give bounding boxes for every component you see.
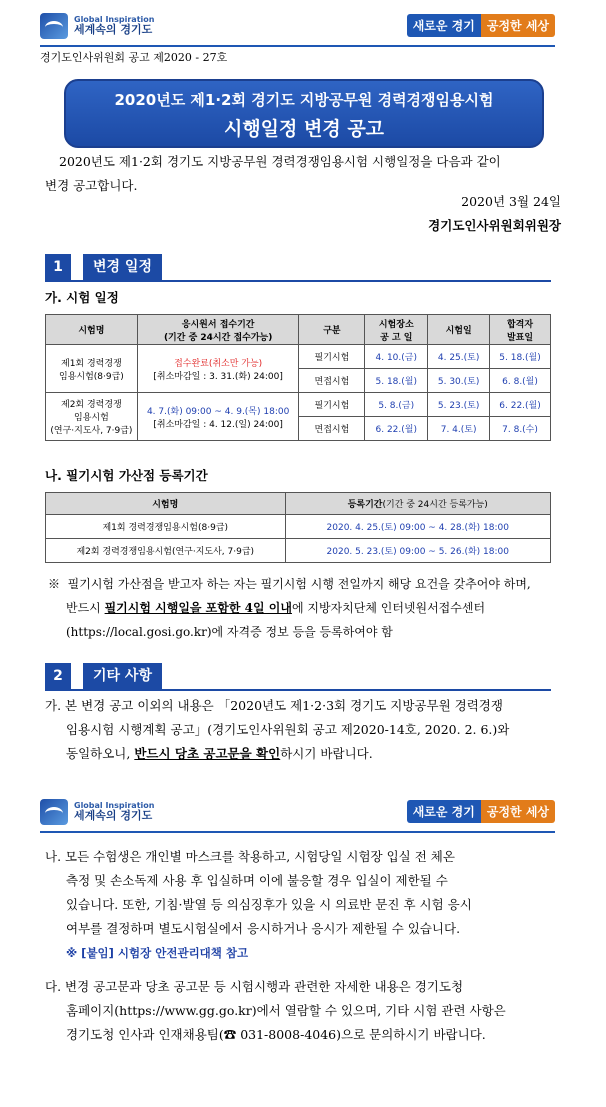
logo-english: Global Inspiration bbox=[74, 15, 155, 25]
section1-title: 변경 일정 bbox=[83, 254, 162, 280]
bonus-exam1-name: 제1회 경력경쟁임용시험(8·9급) bbox=[46, 515, 286, 539]
th-registration-period: 등록기간(기간 중 24시간 등록가능) bbox=[285, 493, 550, 515]
exam1-written-date: 4. 25.(토) bbox=[428, 345, 490, 369]
ga-line2: 임용시험 시행계획 공고」(경기도인사위원회 공고 제2020-14호, 2020. 2. 6.)와 bbox=[66, 722, 510, 737]
exam2-written-notice: 5. 8.(금) bbox=[365, 393, 428, 417]
ga-line3: 동일하오니, 반드시 당초 공고문을 확인하시기 바랍니다. bbox=[66, 746, 373, 761]
note-line3: (https://local.gosi.go.kr)에 자격증 정보 등을 등록하여야 함 bbox=[66, 625, 393, 639]
title-line1: 2020년도 제1·2회 경기도 지방공무원 경력경쟁임용시험 bbox=[114, 91, 494, 109]
table-header-row bbox=[46, 315, 551, 345]
table-header-row bbox=[46, 493, 551, 515]
logo-korean: 세계속의 경기도 bbox=[74, 809, 153, 823]
exam2-interview-notice: 6. 22.(월) bbox=[365, 417, 428, 441]
slogan-new: 새로운 경기 bbox=[407, 14, 481, 37]
header-divider bbox=[40, 45, 555, 47]
th-exam-name: 시험명 bbox=[46, 493, 286, 515]
intro-line2: 변경 공고합니다. bbox=[45, 178, 138, 193]
slogan-new: 새로운 경기 bbox=[407, 800, 481, 823]
table-row bbox=[46, 345, 551, 369]
bonus-exam2-period: 2020. 5. 23.(토) 09:00 ~ 5. 26.(화) 18:00 bbox=[285, 539, 550, 563]
th-application-period: 응시원서 접수기간 (기간 중 24시간 접수가능) bbox=[137, 315, 299, 345]
subheading-bonus-registration: 나. 필기시험 가산점 등록기간 bbox=[45, 468, 208, 483]
section2-line bbox=[45, 689, 551, 691]
th-type: 구분 bbox=[299, 315, 365, 345]
note-line2: 반드시 필기시험 시행일을 포함한 4일 이내에 지방자치단체 인터넷원서접수센터 bbox=[66, 601, 486, 615]
exam1-interview-result: 6. 8.(월) bbox=[490, 369, 551, 393]
title-line2: 시행일정 변경 공고 bbox=[223, 118, 385, 140]
th-venue-notice: 시험장소 공 고 일 bbox=[365, 315, 428, 345]
table-row bbox=[46, 515, 551, 539]
da-line3: 경기도청 인사과 인재채용팀(☎ 031-8008-4046)으로 문의하시기 바랍니다. bbox=[66, 1027, 486, 1042]
item-na bbox=[45, 845, 560, 965]
da-line1: 다. 변경 공고문과 당초 공고문 등 시험시행과 관련한 자세한 내용은 경기도청 bbox=[45, 979, 464, 994]
slogan bbox=[407, 800, 555, 823]
exam1-interview-date: 5. 30.(토) bbox=[428, 369, 490, 393]
exam1-written-notice: 4. 10.(금) bbox=[365, 345, 428, 369]
slogan-fair: 공정한 세상 bbox=[481, 14, 555, 37]
intro-line1: 2020년도 제1·2회 경기도 지방공무원 경력경쟁임용시험 시행일정을 다음과 같이 bbox=[59, 154, 501, 169]
exam2-name: 제2회 경력경쟁 임용시험 (연구·지도사, 7·9급) bbox=[46, 393, 138, 441]
na-line4: 여부를 결정하며 별도시험실에서 응시하거나 응시가 제한될 수 있습니다. bbox=[66, 921, 461, 936]
exam1-period: 접수완료(취소만 가능) [취소마감일 : 3. 31.(화) 24:00] bbox=[137, 345, 299, 393]
na-line3: 있습니다. 또한, 기침·발열 등 의심징후가 있을 시 의료반 문진 후 시험 응시 bbox=[66, 897, 472, 912]
bonus-registration-table bbox=[45, 492, 551, 563]
gyeonggi-logo-icon bbox=[40, 799, 68, 825]
logo-english: Global Inspiration bbox=[74, 801, 155, 811]
th-result-date: 합격자 발표일 bbox=[490, 315, 551, 345]
exam1-interview-notice: 5. 18.(월) bbox=[365, 369, 428, 393]
exam-schedule-table bbox=[45, 314, 551, 441]
note-line1: ※ 필기시험 가산점을 받고자 하는 자는 필기시험 시행 전일까지 해당 요건을 갖추어야 하며, bbox=[48, 577, 531, 591]
th-exam-date: 시험일 bbox=[428, 315, 490, 345]
exam2-written-date: 5. 23.(토) bbox=[428, 393, 490, 417]
bonus-note bbox=[48, 572, 558, 644]
gyeonggi-logo-icon bbox=[40, 13, 68, 39]
th-exam-name: 시험명 bbox=[46, 315, 138, 345]
notice-date: 2020년 3월 24일 bbox=[461, 194, 561, 209]
title-box bbox=[64, 79, 544, 148]
bonus-exam2-name: 제2회 경력경쟁임용시험(연구·지도사, 7·9급) bbox=[46, 539, 286, 563]
exam1-written-result: 5. 18.(월) bbox=[490, 345, 551, 369]
na-line2: 측정 및 손소독제 사용 후 입실하며 이에 불응할 경우 입실이 제한될 수 bbox=[66, 873, 448, 888]
exam2-written: 필기시험 bbox=[299, 393, 365, 417]
bonus-exam1-period: 2020. 4. 25.(토) 09:00 ~ 4. 28.(화) 18:00 bbox=[285, 515, 550, 539]
slogan bbox=[407, 14, 555, 37]
exam2-period: 4. 7.(화) 09:00 ~ 4. 9.(목) 18:00 [취소마감일 : 4. 12.(일) 24:00] bbox=[137, 393, 299, 441]
slogan-fair: 공정한 세상 bbox=[481, 800, 555, 823]
gyeonggi-logo bbox=[40, 8, 154, 44]
table-row bbox=[46, 393, 551, 417]
exam2-interview-date: 7. 4.(토) bbox=[428, 417, 490, 441]
section1-line bbox=[45, 280, 551, 282]
section1-number: 1 bbox=[45, 254, 71, 280]
item-ga bbox=[45, 694, 560, 766]
gyeonggi-logo bbox=[40, 794, 154, 830]
exam1-written: 필기시험 bbox=[299, 345, 365, 369]
da-line2: 홈페이지(https://www.gg.go.kr)에서 열람할 수 있으며, 기타 시험 관련 사항은 bbox=[66, 1003, 506, 1018]
header-divider bbox=[40, 831, 555, 833]
ga-line1: 가. 본 변경 공고 이외의 내용은 「2020년도 제1·2·3회 경기도 지방공무원 경력경쟁 bbox=[45, 698, 503, 713]
notice-number: 경기도인사위원회 공고 제2020 - 27호 bbox=[40, 51, 228, 64]
page-header bbox=[40, 8, 555, 44]
page-header-2 bbox=[40, 794, 555, 830]
exam2-written-result: 6. 22.(월) bbox=[490, 393, 551, 417]
section2-number: 2 bbox=[45, 663, 71, 689]
na-line1: 나. 모든 수험생은 개인별 마스크를 착용하고, 시험당일 시험장 입실 전 체온 bbox=[45, 849, 455, 864]
exam1-interview: 면접시험 bbox=[299, 369, 365, 393]
item-da bbox=[45, 975, 560, 1047]
logo-korean: 세계속의 경기도 bbox=[74, 23, 153, 37]
na-attachment-note: ※ [붙임] 시험장 안전관리대책 참고 bbox=[66, 946, 249, 960]
subheading-exam-schedule: 가. 시험 일정 bbox=[45, 290, 119, 305]
exam2-interview: 면접시험 bbox=[299, 417, 365, 441]
table-row bbox=[46, 539, 551, 563]
exam1-name: 제1회 경력경쟁 임용시험(8·9급) bbox=[46, 345, 138, 393]
section2-title: 기타 사항 bbox=[83, 663, 162, 689]
exam2-interview-result: 7. 8.(수) bbox=[490, 417, 551, 441]
signer: 경기도인사위원회위원장 bbox=[428, 218, 561, 233]
